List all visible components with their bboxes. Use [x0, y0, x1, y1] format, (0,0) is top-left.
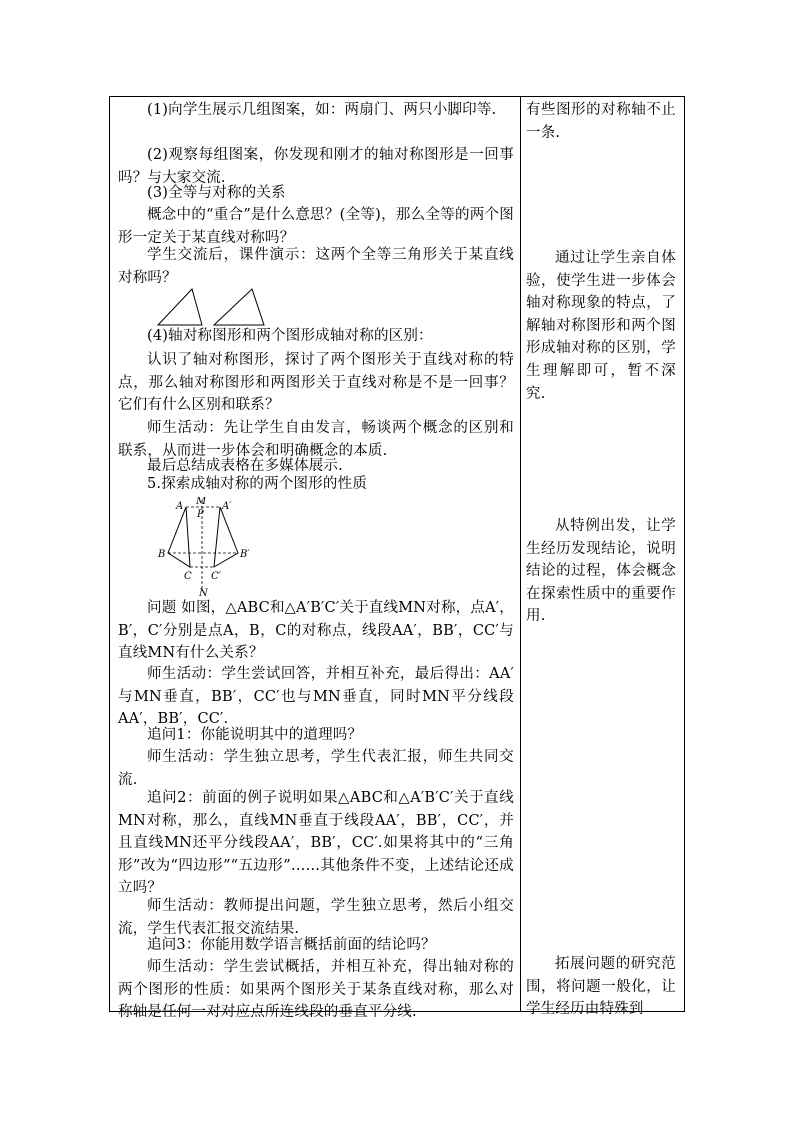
- paragraph-6: (4)轴对称图形和两个图形成轴对称的区别：: [147, 328, 433, 344]
- lesson-table: [109, 96, 685, 1021]
- label-b: B: [158, 549, 166, 560]
- label-b-prime: B′: [240, 549, 250, 560]
- triangle-left: [158, 289, 202, 325]
- paragraph-12: 师生活动：学生尝试回答，并相互补充，最后得出：AA′与MN垂直，BB′，CC′也与MN垂直，同时MN平分线段AA′，BB′，CC′.: [118, 666, 514, 728]
- paragraph-15: 追问2：前面的例子说明如果△ABC和△A′B′C′关于直线MN对称，那么，直线MN垂直于线段AA′，BB′，CC′，并且直线MN还平分线段AA′，BB′，CC′.如果将其中的“三角形”改为“四边形”“五边形”……其他条件不变，上述结论还成立吗？: [118, 790, 514, 897]
- label-a: A: [176, 501, 184, 512]
- paragraph-16: 师生活动：教师提出问题，学生独立思考，然后小组交流，学生代表汇报交流结果.: [118, 898, 514, 937]
- paragraph-8: 师生活动：先让学生自由发言，畅谈两个概念的区别和联系，从而进一步体会和明确概念的本质.: [118, 420, 514, 459]
- label-p: P: [197, 509, 204, 520]
- section-heading: 5.探索成轴对称的两个图形的性质: [147, 476, 368, 492]
- label-n: N: [199, 588, 208, 599]
- paragraph-11: 问题 如图，△ABC和△A′B′C′关于直线MN对称，点A′，B′，C′分别是点A，B，C的对称点，线段AA′，BB′，CC′与直线MN有什么关系？: [118, 600, 514, 662]
- paragraph-4: 概念中的“重合”是什么意思？(全等)，那么全等的两个图形一定关于某直线对称吗？: [118, 207, 514, 246]
- paragraph-14: 师生活动：学生独立思考，学生代表汇报，师生共同交流.: [118, 749, 514, 788]
- note-2: 通过让学生亲自体验，使学生进一步体会轴对称现象的特点，了解轴对称图形和两个图形成轴对称的区别，学生理解即可，暂不深究.: [526, 250, 676, 402]
- paragraph-3: (3)全等与对称的关系: [147, 185, 286, 201]
- paragraph-13: 追问1：你能说明其中的道理吗？: [147, 727, 363, 743]
- paragraph-18: 师生活动：学生尝试概括，并相互补充，得出轴对称的两个图形的性质：如果两个图形关于某条直线对称，那么对称轴是任何一对对应点所连线段的垂直平分线.: [118, 959, 514, 1021]
- paragraph-1: (1)向学生展示几组图案，如：两扇门、两只小脚印等.: [147, 102, 497, 118]
- note-1: 有些图形的对称轴不止一条.: [526, 102, 676, 141]
- column-divider: [520, 97, 521, 1011]
- triangle-a2b2c2: [214, 507, 238, 567]
- triangle-right: [214, 289, 264, 325]
- paragraph-9: 最后总结成表格在多媒体展示.: [147, 458, 343, 474]
- paragraph-2: (2)观察每组图案，你发现和刚才的轴对称图形是一回事吗？与大家交流.: [118, 147, 514, 186]
- symmetry-figure: [148, 497, 258, 599]
- note-4: 拓展问题的研究范围，将问题一般化，让学生经历由特殊到: [526, 956, 676, 1018]
- paragraph-5: 学生交流后，课件演示：这两个全等三角形关于某直线对称吗？: [118, 247, 514, 286]
- paragraph-7: 认识了轴对称图形，探讨了两个图形关于直线对称的特点，那么轴对称图形和两图形关于直线对称是不是一回事？它们有什么区别和联系？: [118, 352, 514, 414]
- note-3: 从特例出发，让学生经历发现结论，说明结论的过程，体会概念在探索性质中的重要作用.: [526, 518, 676, 625]
- label-c: C: [184, 571, 192, 582]
- label-m: M: [196, 497, 207, 507]
- label-a-prime: A′: [222, 501, 232, 512]
- label-c-prime: C′: [211, 571, 221, 582]
- triangle-abc: [168, 507, 190, 567]
- paragraph-17: 追问3：你能用数学语言概括前面的结论吗？: [147, 937, 436, 953]
- congruent-triangles-figure: [156, 287, 276, 329]
